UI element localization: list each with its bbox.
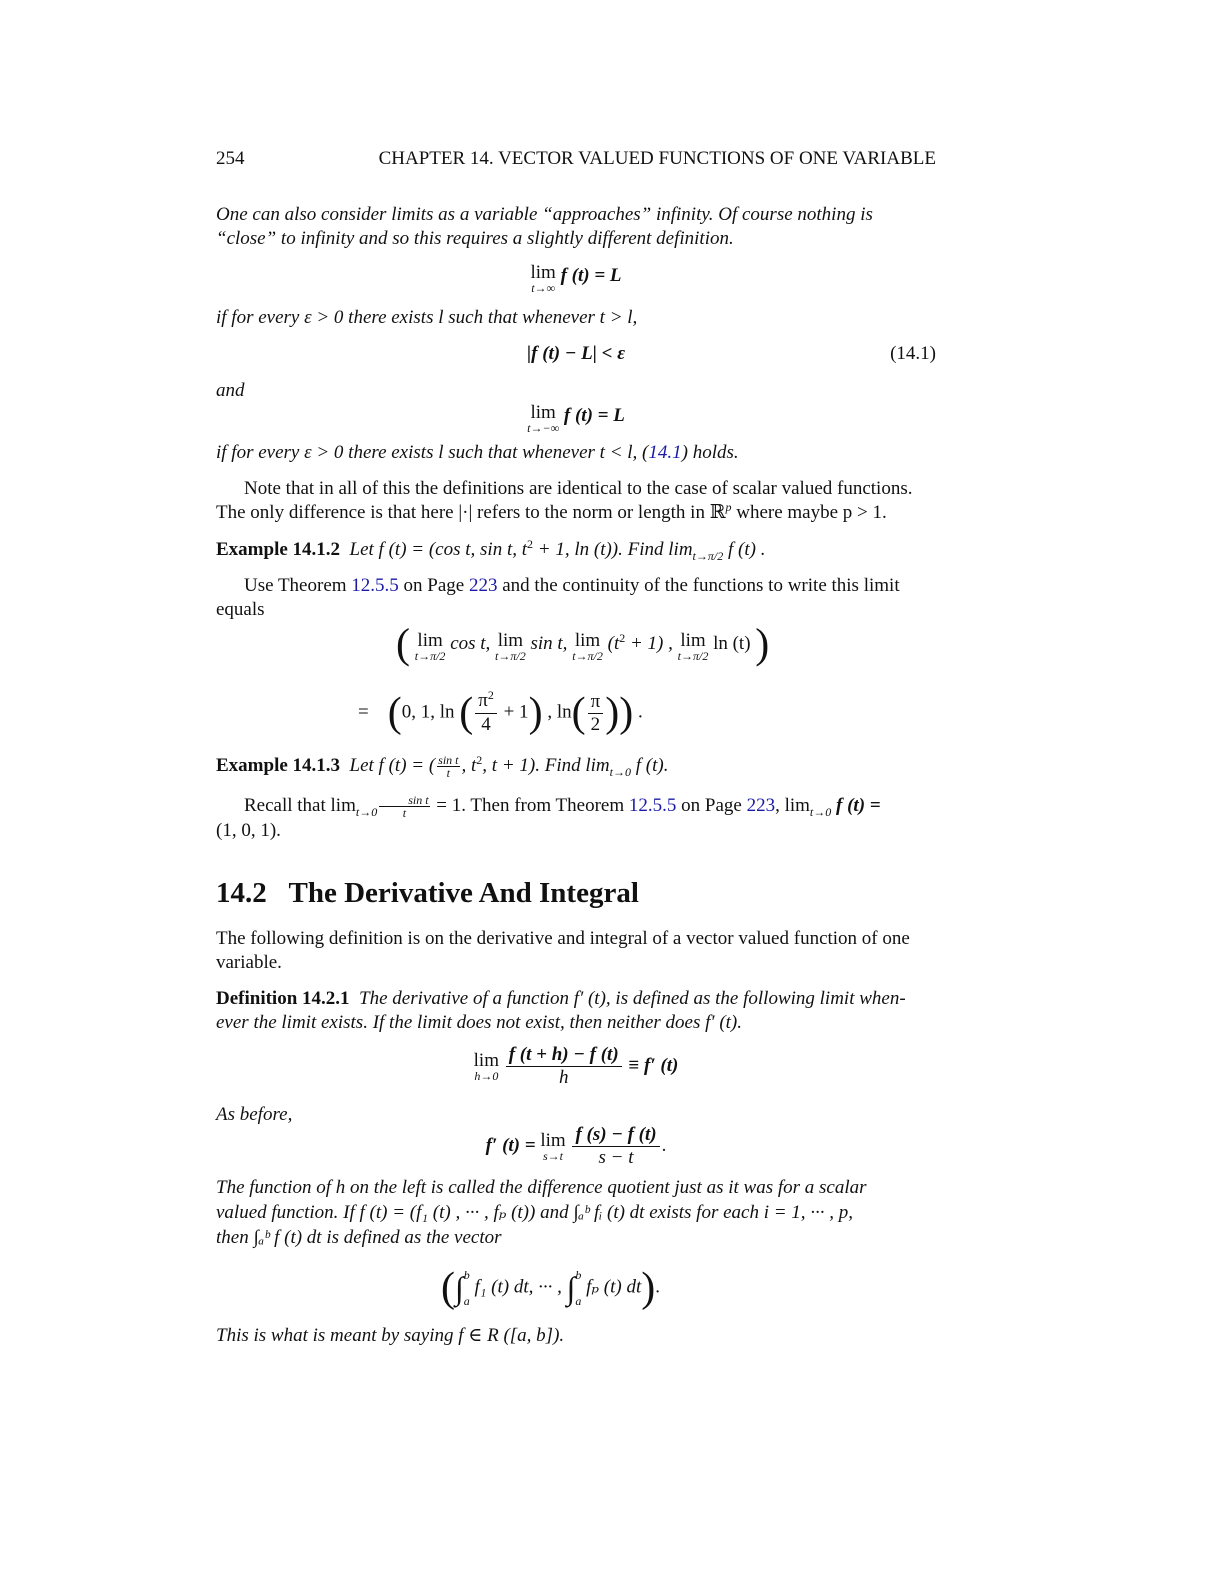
equation-ref-link[interactable]: 14.1 [648, 442, 682, 463]
page-number: 254 [216, 148, 245, 169]
example-14-1-3 [216, 754, 936, 779]
definition-14-2-1: Definition 14.2.1 The derivative of a function f′ (t), is defined as the following limit when- ever the limit exists. If the limit does not exist, then neither does f′ (t). [216, 988, 906, 1033]
page-ref-link[interactable]: 223 [746, 795, 776, 816]
use-theorem-paragraph: Use Theorem 12.5.5 on Page 223 and the continuity of the functions to write this limit equals [216, 575, 900, 620]
equation-body: |f (t) − L| < ε [526, 343, 626, 364]
section-intro: The following definition is on the derivative and integral of a vector valued function of one variable. [216, 928, 910, 973]
section-heading [216, 876, 936, 910]
condition-2: if for every ε > 0 there exists l such that whenever t < l, (14.1) holds. [216, 442, 739, 463]
equation-derivative: lim h→0 $\frac{f (t + h) - f (t)}{h}$ ≡ f′ (t) [473, 1044, 679, 1088]
recall-paragraph: Recall that $\lim_{t\to 0}$ $\frac{\text{sin t}}{t} = 1$. Then from Theorem 12.5.5 on Page 223, $\lim_{t\to 0} f$ (t) = (1, 0, 1). [216, 793, 881, 842]
example-text: Let f (t) = ( $\frac{\text{sin t}}{t}$ , $t^2$, t + 1). Find $\lim_{t\to 0} f$ (t). [349, 753, 669, 781]
as-before: As before, [216, 1104, 293, 1125]
example-label: Example 14.1.2 [216, 539, 341, 560]
integral-vector: (∫ b a f₁ (t) dt, ··· , ∫ b a fₚ (t) dt). [441, 1265, 660, 1311]
example-14-1-2 [216, 538, 936, 563]
limit-expression: f (t) = L [563, 405, 625, 426]
intro-line-2: “close” to infinity and so this requires a slightly different definition. [216, 228, 734, 249]
limit-expression: f (t) = L [560, 265, 622, 286]
limit-result-equation: = (0, 1, ln ( $\frac{\pi^2}{4}$ + 1) , ln( $\frac{\pi}{2}$ )) . [358, 688, 643, 736]
equation-number: (14.1) [890, 343, 936, 364]
condition-1: if for every ε > 0 there exists l such that whenever t > l, [216, 307, 638, 328]
difference-quotient-paragraph: The function of h on the left is called the difference quotient just as it was for a scalar valued function. If f (t) = (f₁ (t) , ··· , fₚ (t)) and ∫ₐᵇ fᵢ (t) dt exists for each i = 1, ··· , p, then ∫ₐᵇ f (t) dt is defined as the vector [216, 1177, 867, 1248]
theorem-ref-link[interactable]: 12.5.5 [628, 795, 677, 816]
theorem-ref-link[interactable]: 12.5.5 [351, 575, 399, 596]
example-text: Let f (t) = (cos t, sin t, $t^2 + 1$, ln (t)). Find $\lim_{t\to\pi/2} f$ (t) . [349, 537, 766, 563]
chapter-title: CHAPTER 14. VECTOR VALUED FUNCTIONS OF ONE VARIABLE [378, 148, 936, 169]
closing-sentence: This is what is meant by saying f ∈ R ([a, b]). [216, 1325, 565, 1346]
equation-derivative-2: f′ (t) = lim s→t $\frac{f (s) - f (t)}{s - t}$ . [485, 1124, 667, 1168]
note-paragraph: Note that in all of this the definitions are identical to the case of scalar valued functions. The only difference is that here |·| refers to the norm or length in ℝ$^p$ where maybe p > 1. [216, 478, 913, 523]
equation-limit-infinity [216, 264, 936, 294]
section-title: The Derivative And Integral [288, 877, 639, 909]
example-label: Example 14.1.3 [216, 755, 341, 776]
page [216, 0, 936, 1584]
and-word: and [216, 380, 245, 401]
definition-label: Definition 14.2.1 [216, 988, 350, 1009]
page-ref-link[interactable]: 223 [468, 575, 498, 596]
lim-operator: lim t→−∞ [527, 402, 560, 435]
lim-operator: lim t→∞ [530, 262, 556, 295]
equation-14-1 [216, 342, 936, 366]
section-number: 14.2 [216, 877, 267, 909]
running-header [216, 147, 936, 171]
equation-limit-neg-infinity [216, 404, 936, 434]
intro-paragraph [216, 203, 936, 251]
limit-vector-equation: ( lim t→π/2 cos t, lim t→π/2 sin t, lim t→π/2 $(t^2 + 1)$ , lim t→π/2 ln (t) ) [396, 621, 770, 668]
intro-line-1: One can also consider limits as a variable “approaches” infinity. Of course nothing is [216, 204, 873, 225]
